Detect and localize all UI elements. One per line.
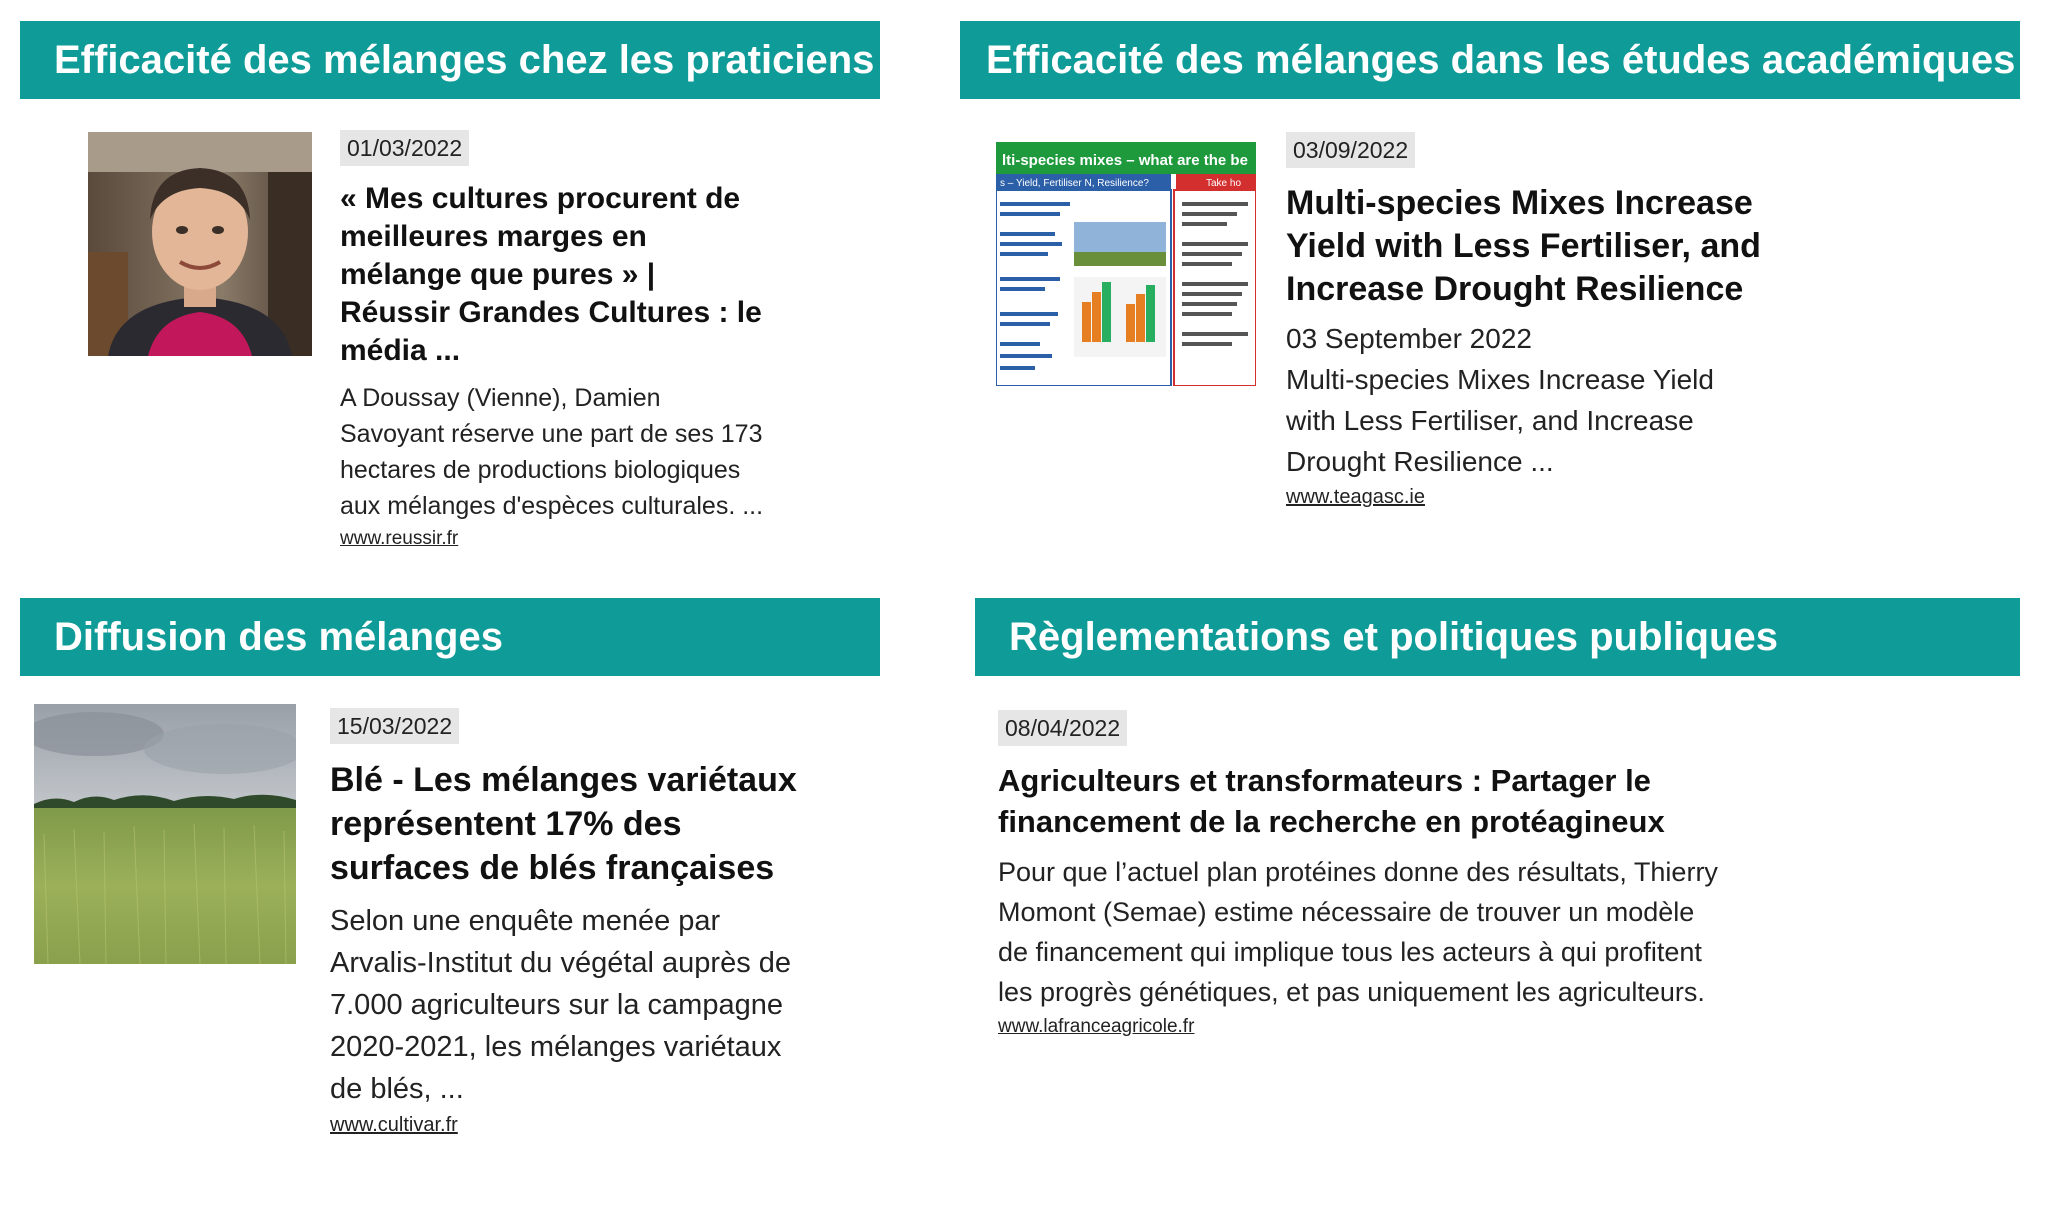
article-source-link[interactable]: www.cultivar.fr	[330, 1114, 458, 1136]
article-description: Selon une enquête menée par Arvalis-Institut du végétal auprès de 7.000 agriculteurs sur la campagne 2020-2021, les mélanges variétaux de blés, ...	[330, 905, 792, 1105]
article-description: Pour que l’actuel plan protéines donne des résultats, Thierry Momont (Semae) estime nécessaire de trouver un modèle de financement qui implique tous les acteurs à qui profitent les progrès génétiques, et pas uniquement les agriculteurs.	[998, 857, 1718, 1007]
portrait-photo[interactable]	[88, 132, 312, 356]
article-title[interactable]: Multi-species Mixes Increase Yield with Less Fertiliser, and Increase Drought Resilience	[1286, 184, 1761, 308]
article-description: A Doussay (Vienne), Damien Savoyant réserve une part de ses 173 hectares de productions biologiques aux mélanges d'espèces culturales. ...	[340, 384, 764, 520]
article-source-link[interactable]: www.lafranceagricole.fr	[998, 1016, 1195, 1037]
svg-text:s – Yield, Fertiliser N, Resil: s – Yield, Fertiliser N, Resilience?	[1000, 178, 1149, 189]
article-date: 08/04/2022	[998, 710, 1127, 746]
article-date: 03/09/2022	[1286, 132, 1415, 168]
article-diffusion	[330, 708, 810, 1137]
section-header-reglementations: Règlementations et politiques publiques	[975, 598, 2020, 676]
section-header-diffusion: Diffusion des mélanges	[20, 598, 880, 676]
article-reglementations	[998, 710, 1718, 1038]
article-description: Multi-species Mixes Increase Yield with Less Fertiliser, and Increase Drought Resilience ...	[1286, 364, 1714, 477]
article-source-link[interactable]: www.reussir.fr	[340, 528, 459, 549]
article-source-link[interactable]: www.teagasc.ie	[1286, 486, 1425, 508]
section-header-praticiens: Efficacité des mélanges chez les praticiens	[20, 21, 880, 99]
article-title[interactable]: « Mes cultures procurent de meilleures marges en mélange que pures » | Réussir Grandes Cultures : le média ...	[340, 182, 762, 367]
article-praticiens	[340, 130, 770, 550]
article-date: 01/03/2022	[340, 130, 469, 166]
wheat-field-photo[interactable]	[34, 704, 296, 964]
article-title[interactable]: Agriculteurs et transformateurs : Partager le financement de la recherche en protéagineux	[998, 763, 1665, 839]
article-date: 15/03/2022	[330, 708, 459, 744]
article-etudes	[1286, 132, 1766, 509]
poster-thumbnail[interactable]	[996, 142, 1256, 386]
svg-text:Take ho: Take ho	[1206, 178, 1242, 189]
article-subdate: 03 September 2022	[1286, 323, 1532, 354]
svg-text:lti-species mixes – what are t: lti-species mixes – what are the be	[1002, 152, 1248, 169]
section-header-etudes: Efficacité des mélanges dans les études académiques	[960, 21, 2020, 99]
article-title[interactable]: Blé - Les mélanges variétaux représentent 17% des surfaces de blés françaises	[330, 761, 797, 887]
